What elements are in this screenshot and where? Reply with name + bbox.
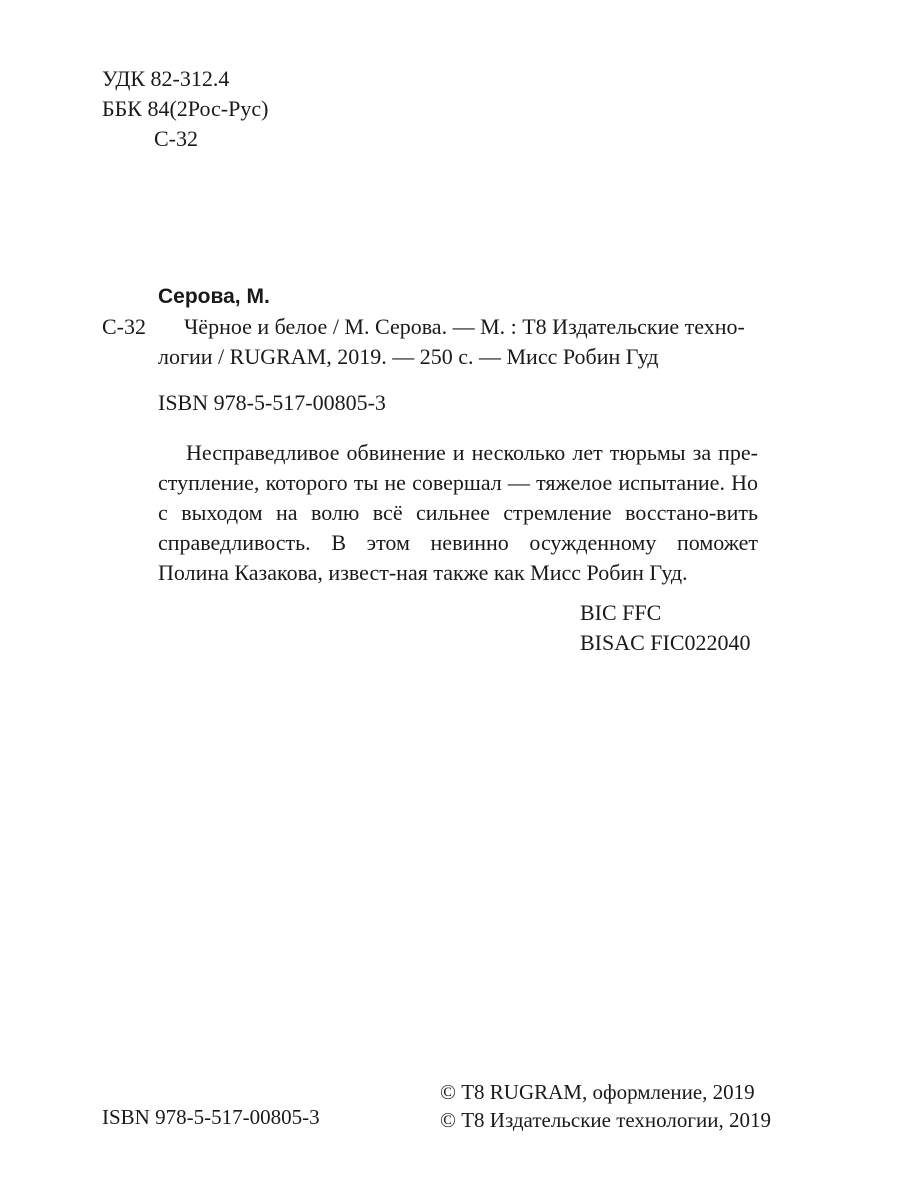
bbk-code: ББК 84(2Рос-Рус)	[102, 96, 269, 121]
classification-codes	[102, 64, 268, 154]
author-heading: Серова, М.	[158, 285, 270, 308]
copyright-line-1: © Т8 RUGRAM, оформление, 2019	[440, 1080, 755, 1104]
biblio-line-2: логии / RUGRAM, 2019. — 250 с. — Мисс Робин Гуд	[158, 344, 659, 369]
copyright-block	[440, 1078, 771, 1134]
copyright-line-2: © Т8 Издательские технологии, 2019	[440, 1108, 771, 1132]
cutter-code: С-32	[154, 126, 198, 151]
bic-code: BIC FFC	[580, 600, 662, 625]
record-cutter: С-32	[102, 314, 146, 339]
isbn-footer: ISBN 978-5-517-00805-3	[102, 1105, 320, 1129]
bisac-code: BISAC FIC022040	[580, 630, 751, 655]
udk-code: УДК 82-312.4	[102, 66, 230, 91]
subject-classification	[580, 598, 751, 658]
isbn-record: ISBN 978-5-517-00805-3	[158, 390, 386, 415]
annotation-paragraph: Несправедливое обвинение и несколько лет тюрьмы за пре-ступление, которого ты не совершал — тяжелое испытание. Но с выходом на волю всё сильнее стремление восстано-вить справедливость. В этом невинно осужденному поможет Полина Казакова, извест-ная также как Мисс Робин Гуд.	[158, 440, 758, 585]
biblio-line-1: Чёрное и белое / М. Серова. — М. : Т8 Издательские техно-	[184, 314, 745, 339]
bibliographic-description	[158, 312, 758, 372]
